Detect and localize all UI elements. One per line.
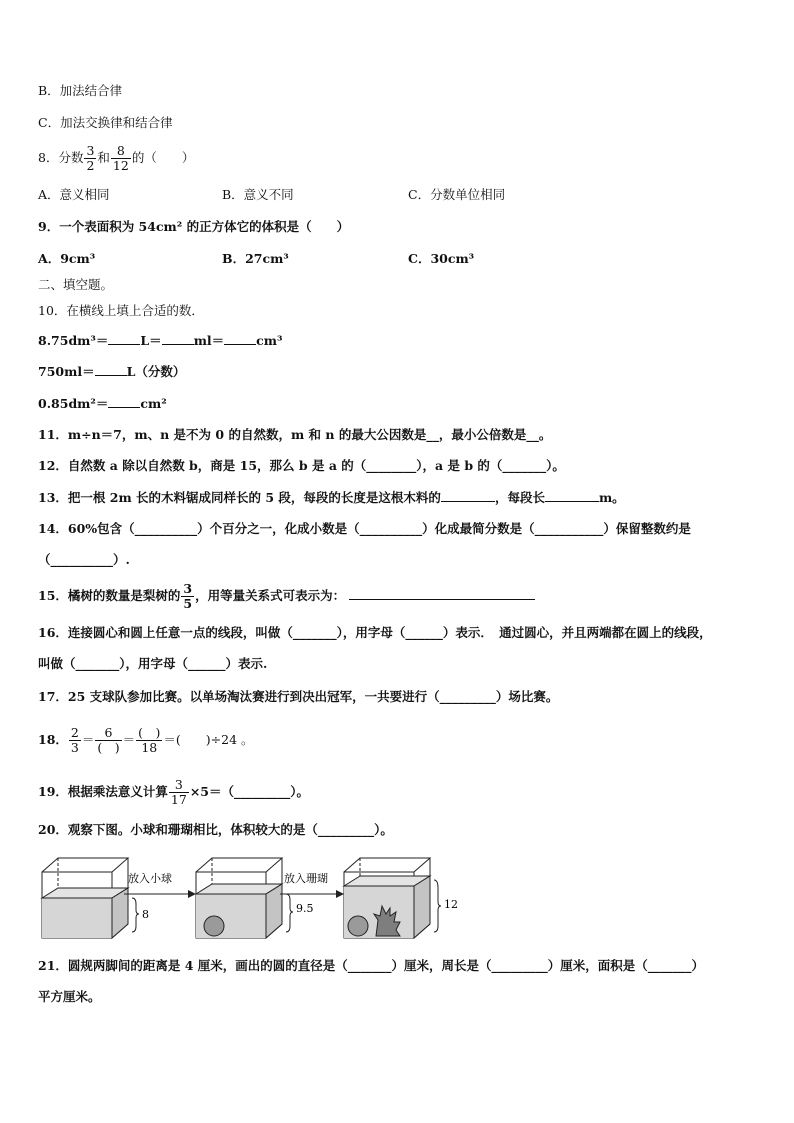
q10-line-2: 750ml＝ L（分数）	[38, 364, 186, 379]
question-14-line-1: 14．60%包含（__________）个百分之一，化成小数是（__________）化成最简分数是（___________）保留整数约是	[38, 521, 691, 536]
q7-option-b: B．加法结合律	[38, 83, 123, 98]
beaker-1	[42, 858, 139, 938]
q9-option-c: C．30cm³	[408, 251, 475, 266]
fraction: $\frac{8}{12}$	[112, 143, 129, 173]
question-8: 8．分数 $\frac{3}{2}$ 和 $\frac{8}{12}$ 的（ ）	[38, 143, 195, 173]
question-19: 19．根据乘法意义计算 $\frac{3}{17}$ ×5＝（_________）。	[38, 777, 309, 807]
q9-option-b: B．27cm³	[222, 251, 289, 266]
question-10: 10．在横线上填上合适的数．	[38, 303, 204, 318]
section-heading: 二、填空题。	[38, 277, 114, 292]
fraction: $\frac{3}{17}$	[170, 777, 187, 807]
q8-option-c: C．分数单位相同	[408, 187, 506, 202]
question-15: 15．橘树的数量是梨树的 $\frac{3}{5}$ ，用等量关系式可表示为：	[38, 578, 535, 614]
question-20: 20．观察下图。小球和珊瑚相比，体积较大的是（_________）。	[38, 822, 393, 837]
ball-icon	[348, 916, 368, 936]
ball-icon	[204, 916, 224, 936]
arrow-2-label: 放入珊瑚	[284, 872, 328, 885]
fraction: $\frac{( )}{18}$	[138, 725, 161, 755]
fraction: $\frac{3}{2}$	[86, 143, 95, 173]
q8-option-b: B．意义不同	[222, 187, 294, 202]
beaker-diagram	[38, 850, 458, 944]
question-21-line-1: 21．圆规两脚间的距离是 4 厘米，画出的圆的直径是（_______）厘米，周长是（_________）厘米，面积是（_______）	[38, 958, 705, 973]
fraction: $\frac{6}{( )}$	[97, 725, 120, 755]
question-17: 17．25 支球队参加比赛。以单场淘汰赛进行到决出冠军，一共要进行（_________）场比赛。	[38, 689, 559, 704]
arrow-1	[124, 890, 196, 898]
water-level-3: 12	[444, 898, 458, 911]
beaker-3	[344, 858, 441, 938]
question-16-line-1: 16．连接圆心和圆上任意一点的线段，叫做（_______），用字母（______）表示． 通过圆心，并且两端都在圆上的线段，	[38, 625, 712, 640]
q7-option-c: C．加法交换律和结合律	[38, 115, 173, 130]
question-11: 11．m÷n＝7，m、n 是不为 0 的自然数，m 和 n 的最大公因数是__，最小公倍数是__。	[38, 427, 552, 442]
arrow-1-label: 放入小球	[128, 872, 172, 885]
q9-option-a: A．9cm³	[38, 251, 96, 266]
question-16-line-2: 叫做（_______），用字母（______）表示.	[38, 656, 268, 671]
question-14-line-2: （__________）.	[38, 552, 130, 567]
question-21-line-2: 平方厘米。	[38, 989, 101, 1004]
fraction: $\frac{3}{5}$	[183, 581, 193, 611]
question-18: 18． $\frac{2}{3}$ ＝ $\frac{6}{( )}$ ＝ $\frac{( )}{18}$ ＝( )÷24 。	[38, 725, 254, 755]
beaker-2	[196, 858, 293, 938]
q10-line-3: 0.85dm²＝ cm²	[38, 396, 167, 411]
question-9: 9．一个表面积为 54cm² 的正方体它的体积是（ ）	[38, 219, 350, 234]
answer-line[interactable]	[349, 587, 535, 600]
question-12: 12．自然数 a 除以自然数 b，商是 15，那么 b 是 a 的（________），a 是 b 的（_______）。	[38, 458, 565, 473]
fraction: $\frac{2}{3}$	[70, 725, 79, 755]
water-level-2: 9.5	[296, 902, 314, 915]
water-level-1: 8	[142, 908, 149, 921]
q10-line-1: 8.75dm³＝ L＝ ml＝ cm³	[38, 333, 283, 348]
q8-option-a: A．意义相同	[38, 187, 110, 202]
question-13: 13．把一根 2m 长的木料锯成同样长的 5 段，每段的长度是这根木料的 ，每段长 m。	[38, 490, 625, 505]
